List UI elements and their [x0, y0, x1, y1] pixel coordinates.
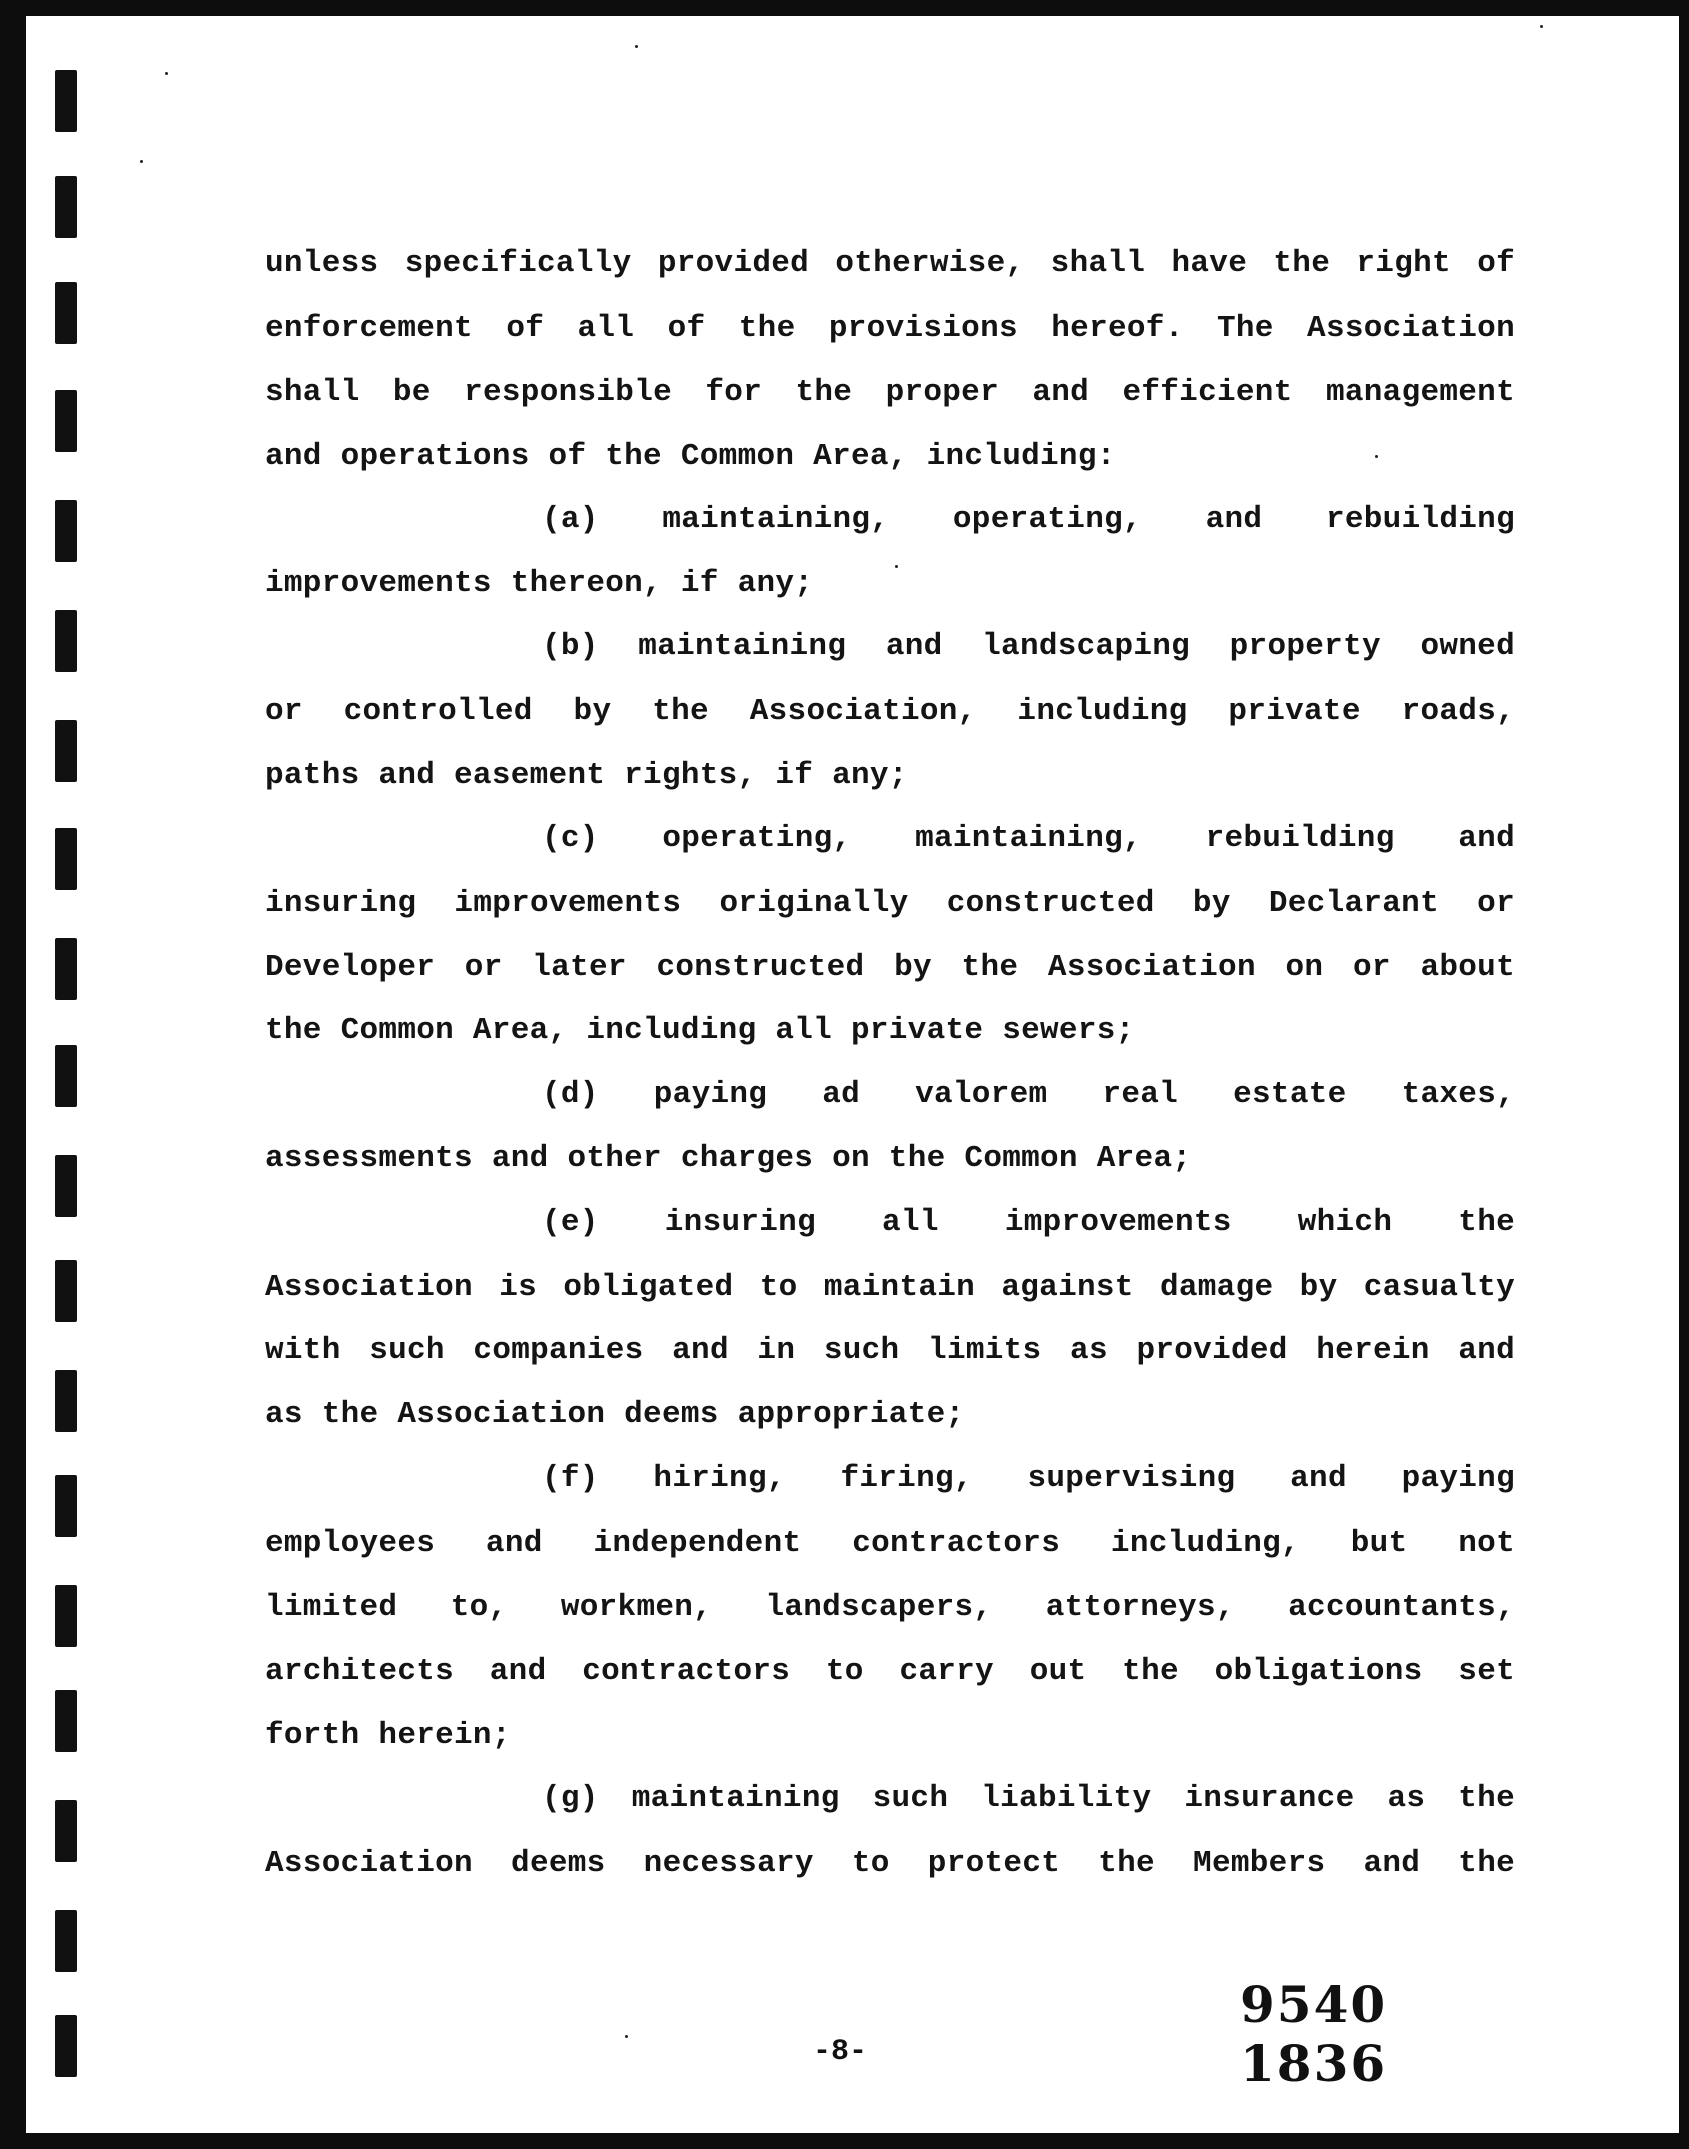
text-line: or controlled by the Association, including private roads, [265, 694, 1515, 729]
text-line: and operations of the Common Area, including: [265, 439, 1116, 474]
list-item-a-line: (a) maintaining, operating, and rebuilding [542, 502, 1515, 537]
text-line: Developer or later constructed by the Association on or about [265, 950, 1515, 985]
text-line: with such companies and in such limits as provided herein and [265, 1333, 1515, 1368]
text-line: improvements thereon, if any; [265, 566, 814, 601]
text-line: enforcement of all of the provisions hereof. The Association [265, 311, 1515, 346]
text-line: paths and easement rights, if any; [265, 758, 908, 793]
list-item-e-line: (e) insuring all improvements which the [542, 1205, 1515, 1240]
text-line: insuring improvements originally constructed by Declarant or [265, 886, 1515, 921]
text-line: the Common Area, including all private sewers; [265, 1013, 1135, 1048]
text-line: as the Association deems appropriate; [265, 1397, 965, 1432]
list-item-f-line: (f) hiring, firing, supervising and paying [542, 1461, 1515, 1496]
text-line: limited to, workmen, landscapers, attorneys, accountants, [265, 1590, 1515, 1625]
text-line: forth herein; [265, 1718, 511, 1753]
text-line: unless specifically provided otherwise, shall have the right of [265, 246, 1515, 281]
text-line: architects and contractors to carry out the obligations set [265, 1654, 1515, 1689]
text-line: Association is obligated to maintain against damage by casualty [265, 1270, 1515, 1305]
text-line: Association deems necessary to protect the Members and the [265, 1846, 1515, 1881]
document-reference-number: 9540 1836 [1240, 1975, 1388, 2093]
list-item-b-line: (b) maintaining and landscaping property owned [542, 629, 1515, 664]
list-item-d-line: (d) paying ad valorem real estate taxes, [542, 1077, 1515, 1112]
list-item-c-line: (c) operating, maintaining, rebuilding and [542, 821, 1515, 856]
text-line: shall be responsible for the proper and efficient management [265, 375, 1515, 410]
text-line: assessments and other charges on the Common Area; [265, 1141, 1192, 1176]
page-number: -8- [812, 2035, 867, 2069]
text-line: employees and independent contractors including, but not [265, 1526, 1515, 1561]
list-item-g-line: (g) maintaining such liability insurance as the [542, 1781, 1515, 1816]
